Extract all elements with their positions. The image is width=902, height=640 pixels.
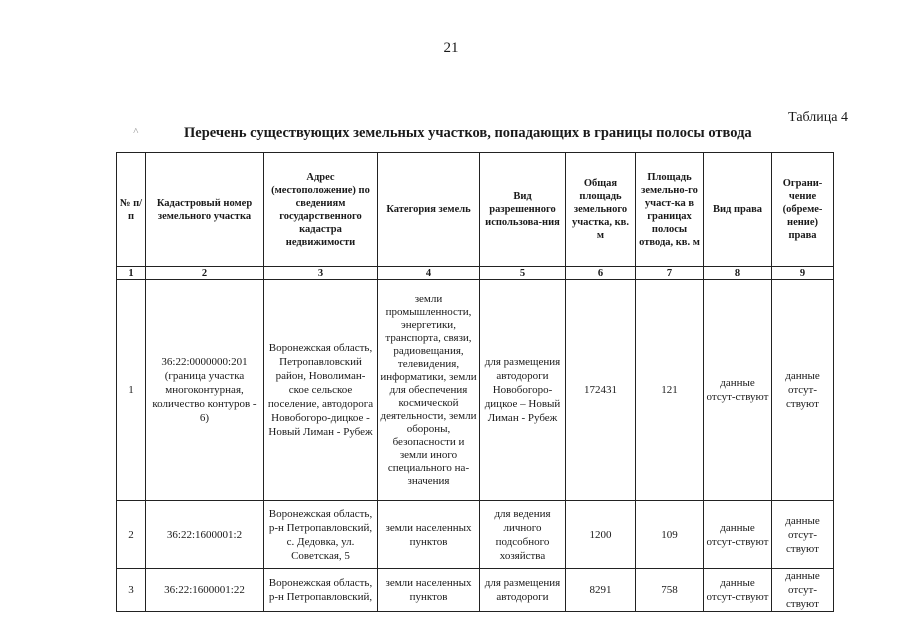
cell-num: 2 (117, 501, 146, 569)
col-number: 8 (704, 267, 772, 280)
cell-use: для размещения автодороги (480, 569, 566, 612)
col-header-area-in-zone: Площадь земельно-го участ-ка в границах полосы отвода, кв. м (636, 153, 704, 267)
col-number: 5 (480, 267, 566, 280)
col-header-num: № п/п (117, 153, 146, 267)
cell-address: Воронежская область, Петропавловский район, Новолиман-ское сельское поселение, автодорога Новобогоро-дицкое - Новый Лиман - Рубеж (264, 280, 378, 501)
table-row (117, 501, 834, 569)
cell-address: Воронежская область, р-н Петропавловский, (264, 569, 378, 612)
col-header-category: Категория земель (378, 153, 480, 267)
col-header-cadastral: Кадастровый номер земельного участка (146, 153, 264, 267)
col-header-restriction: Ограни-чение (обреме-нение) права (772, 153, 834, 267)
col-number: 3 (264, 267, 378, 280)
cell-restriction: данные отсут-ствуют (772, 501, 834, 569)
column-number-row (117, 267, 834, 280)
cell-use: для ведения личного подсобного хозяйства (480, 501, 566, 569)
page-number: 21 (443, 40, 459, 56)
cell-cadastral: 36:22:0000000:201 (граница участка многоконтурная, количество контуров - 6) (146, 280, 264, 501)
cell-total-area: 8291 (566, 569, 636, 612)
land-plots-table (116, 152, 834, 612)
cell-area-in-zone: 758 (636, 569, 704, 612)
cell-right-type: данные отсут-ствуют (704, 569, 772, 612)
cell-category: земли населенных пунктов (378, 501, 480, 569)
col-header-address: Адрес (местоположение) по сведениям государственного кадастра недвижимости (264, 153, 378, 267)
col-header-right-type: Вид права (704, 153, 772, 267)
document-title: Перечень существующих земельных участков, попадающих в границы полосы отвода (184, 125, 752, 141)
col-number: 9 (772, 267, 834, 280)
cell-cadastral: 36:22:1600001:2 (146, 501, 264, 569)
col-number: 2 (146, 267, 264, 280)
cell-restriction: данные отсут-ствуют (772, 569, 834, 612)
table-row (117, 280, 834, 501)
col-header-use: Вид разрешенного использова-ния (480, 153, 566, 267)
cell-total-area: 1200 (566, 501, 636, 569)
col-number: 4 (378, 267, 480, 280)
table-label: Таблица 4 (788, 110, 848, 125)
cell-num: 3 (117, 569, 146, 612)
cell-cadastral: 36:22:1600001:22 (146, 569, 264, 612)
cell-restriction: данные отсут-ствуют (772, 280, 834, 501)
cell-category: земли промышленности, энергетики, транспорта, связи, радиовещания, телевидения, информатики, земли для обеспечения космической деятельности, земли обороны, безопасности и земли иного специального на-значения (378, 280, 480, 501)
cell-right-type: данные отсут-ствуют (704, 280, 772, 501)
cell-num: 1 (117, 280, 146, 501)
col-number: 6 (566, 267, 636, 280)
cell-use: для размещения автодороги Новобогоро-дицкое – Новый Лиман - Рубеж (480, 280, 566, 501)
table-row (117, 569, 834, 612)
col-number: 1 (117, 267, 146, 280)
cell-area-in-zone: 109 (636, 501, 704, 569)
col-number: 7 (636, 267, 704, 280)
scan-speck: ˄ (133, 126, 139, 137)
cell-area-in-zone: 121 (636, 280, 704, 501)
cell-address: Воронежская область, р-н Петропавловский, с. Дедовка, ул. Советская, 5 (264, 501, 378, 569)
header-row (117, 153, 834, 267)
cell-right-type: данные отсут-ствуют (704, 501, 772, 569)
col-header-total-area: Общая площадь земельного участка, кв. м (566, 153, 636, 267)
cell-category: земли населенных пунктов (378, 569, 480, 612)
cell-total-area: 172431 (566, 280, 636, 501)
